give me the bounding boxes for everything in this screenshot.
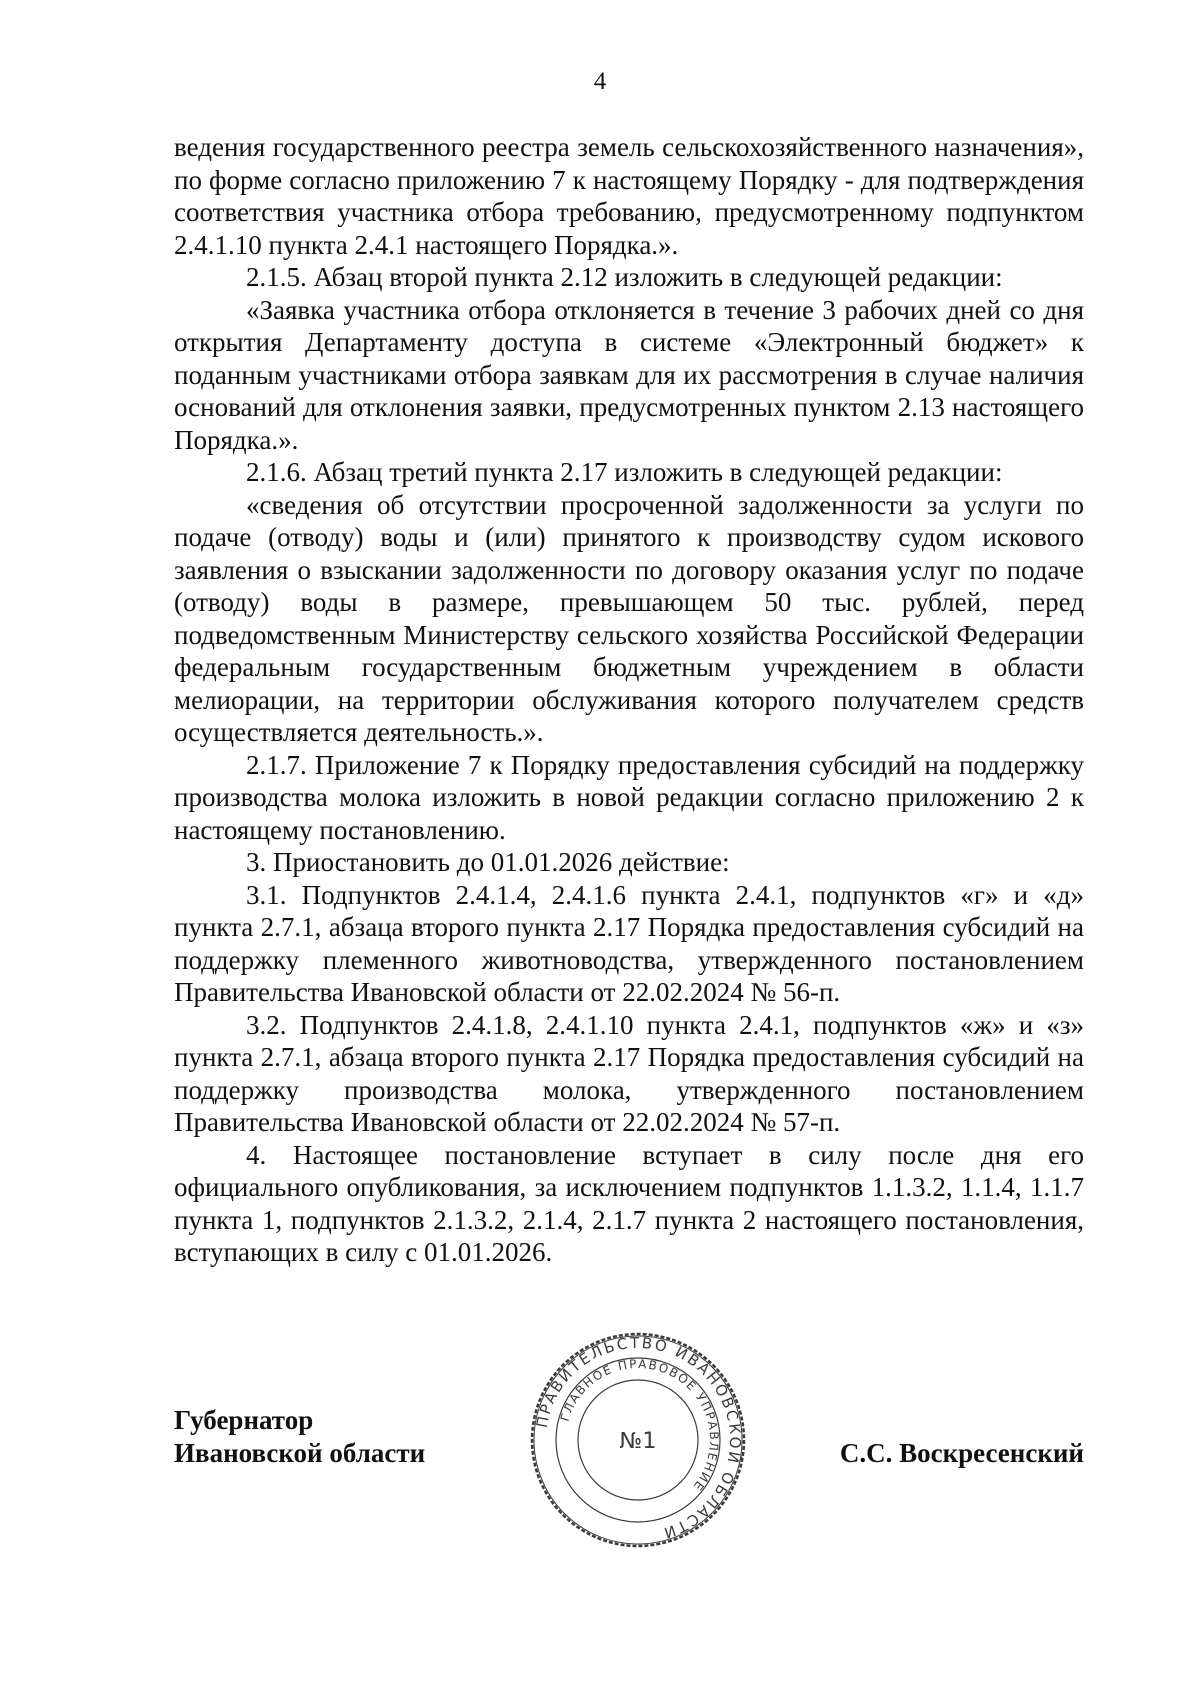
paragraph-2-1-6-quote: «сведения об отсутствии просроченной задолженности за услуги по подаче (отводу) воды и (или) принятого к производству судом искового заявления о взыскании задолженности по договору оказания услуг по подаче (отводу) воды в размере, превышающем 50 тыс. рублей, перед подведомственным Министерству сельского хозяйства Российской Федерации федеральным государственным бюджетным учреждением в области мелиорации, на территории обслуживания которого получателем средств осуществляется деятельность.». — [174, 489, 1084, 747]
paragraph-3-2: 3.2. Подпунктов 2.4.1.8, 2.4.1.10 пункта 2.4.1, подпунктов «ж» и «з» пункта 2.7.1, абзаца второго пункта 2.17 Порядка предоставления субсидий на поддержку производства молока, утвержденного постановлением Правительства Ивановской области от 22.02.2024 № 57-п. — [174, 1009, 1084, 1137]
paragraph-2-1-5: 2.1.5. Абзац второй пункта 2.12 изложить в следующей редакции: — [246, 262, 1003, 292]
stamp-seal-icon — [528, 1330, 748, 1550]
signature-title — [174, 1404, 425, 1469]
page-number: 4 — [593, 68, 607, 95]
paragraph-continuation: ведения государственного реестра земель сельскохозяйственного назначения», по форме согласно приложению 7 к настоящему Порядку - для подтверждения соответствия участника отбора требованию, предусмотренному подпунктом 2.4.1.10 пункта 2.4.1 настоящего Порядка.». — [174, 132, 1084, 260]
stamp-center-number: №1 — [619, 1429, 657, 1454]
stamp-inner-text: ГЛАВНОЕ ПРАВОВОЕ УПРАВЛЕНИЕ — [557, 1356, 722, 1495]
paragraph-2-1-6: 2.1.6. Абзац третий пункта 2.17 изложить в следующей редакции: — [246, 457, 1003, 487]
paragraph-2-1-7: 2.1.7. Приложение 7 к Порядку предоставления субсидий на поддержку производства молока изложить в новой редакции согласно приложению 2 к настоящему постановлению. — [174, 749, 1084, 845]
signature-title-line1: Губернатор — [174, 1405, 314, 1435]
paragraph-3: 3. Приостановить до 01.01.2026 действие: — [246, 847, 730, 877]
stamp-outer-text: ПРАВИТЕЛЬСТВО ИВАНОВСКОЙ ОБЛАСТИ — [532, 1333, 745, 1543]
signatory-name: С.С. Воскресенский — [839, 1438, 1084, 1468]
paragraph-3-1: 3.1. Подпунктов 2.4.1.4, 2.4.1.6 пункта 2.4.1, подпунктов «г» и «д» пункта 2.7.1, абзаца второго пункта 2.17 Порядка предоставления субсидий на поддержку племенного животноводства, утвержденного постановлением Правительства Ивановской области от 22.02.2024 № 56-п. — [174, 879, 1084, 1007]
paragraph-4: 4. Настоящее постановление вступает в силу после дня его официального опубликования, за исключением подпунктов 1.1.3.2, 1.1.4, 1.1.7 пункта 1, подпунктов 2.1.3.2, 2.1.4, 2.1.7 пункта 2 настоящего постановления, вступающих в силу с 01.01.2026. — [174, 1139, 1084, 1267]
official-stamp — [528, 1330, 748, 1550]
document-body — [174, 131, 1084, 1269]
paragraph-2-1-5-quote: «Заявка участника отбора отклоняется в течение 3 рабочих дней со дня открытия Департаменту доступа в системе «Электронный бюджет» к поданным участниками отбора заявкам для их рассмотрения в случае наличия оснований для отклонения заявки, предусмотренных пунктом 2.13 настоящего Порядка.». — [174, 294, 1084, 455]
signature-title-line2: Ивановской области — [174, 1437, 426, 1468]
